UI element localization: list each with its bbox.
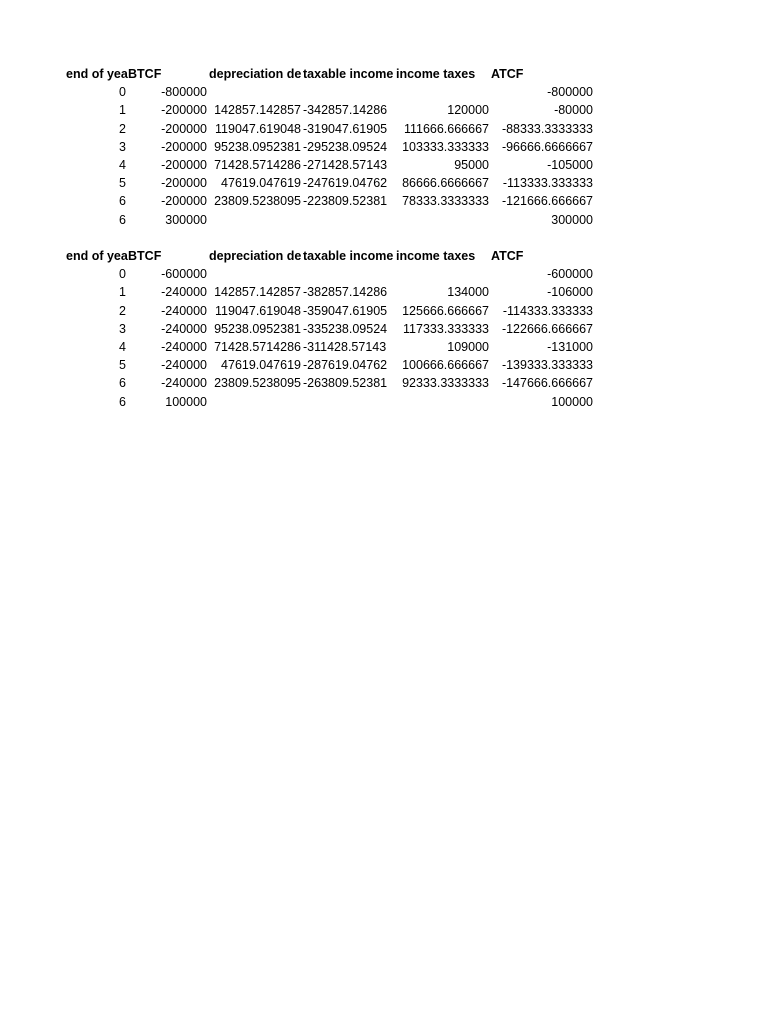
cell-depreciation: 71428.5714286: [214, 157, 301, 172]
table-row: [66, 138, 596, 156]
cell-taxable-income: -263809.52381: [303, 376, 388, 391]
cell-atcf: -122666.666667: [501, 321, 593, 336]
cell-btcf: -200000: [161, 157, 207, 172]
cell-atcf: -105000: [547, 157, 593, 172]
table-row: [66, 265, 596, 283]
cell-atcf: -147666.666667: [501, 376, 593, 391]
header-depreciation: depreciation de: [209, 249, 302, 263]
table-row: [66, 192, 596, 210]
header-income-taxes: income taxes: [396, 67, 476, 81]
cell-atcf: -88333.3333333: [501, 121, 593, 136]
cell-year: 1: [119, 103, 126, 118]
cell-depreciation: 95238.0952381: [214, 321, 301, 336]
cell-taxable-income: -295238.09524: [303, 139, 388, 154]
cell-year: 6: [119, 394, 126, 409]
cell-year: 5: [119, 358, 126, 373]
cell-taxable-income: -342857.14286: [303, 103, 388, 118]
cell-year: 6: [119, 212, 126, 227]
cell-income-taxes: 100666.666667: [402, 358, 489, 373]
cell-taxable-income: -247619.04762: [303, 176, 388, 191]
cell-income-taxes: 120000: [447, 103, 489, 118]
cell-atcf: -139333.333333: [501, 358, 593, 373]
cell-depreciation: 119047.619048: [215, 121, 301, 136]
cell-income-taxes: 109000: [447, 339, 489, 354]
header-atcf: ATCF: [491, 67, 524, 81]
cell-year: 0: [119, 85, 126, 100]
cell-income-taxes: 125666.666667: [402, 303, 489, 318]
table-row: [66, 356, 596, 374]
cell-btcf: -240000: [161, 321, 207, 336]
cell-year: 3: [119, 139, 126, 154]
cell-atcf: -113333.333333: [502, 176, 593, 191]
cell-atcf: -106000: [547, 285, 593, 300]
cell-income-taxes: 117333.333333: [403, 321, 489, 336]
cell-atcf: -800000: [547, 85, 593, 100]
cell-atcf: -114333.333333: [502, 303, 593, 318]
cell-year: 1: [119, 285, 126, 300]
table-row: [66, 101, 596, 119]
table-row: [66, 174, 596, 192]
cell-btcf: -240000: [161, 358, 207, 373]
table-row: [66, 156, 596, 174]
cell-year: 0: [119, 267, 126, 282]
cell-income-taxes: 103333.333333: [402, 139, 489, 154]
cell-taxable-income: -359047.61905: [303, 303, 388, 318]
table-row: [66, 393, 596, 411]
cell-taxable-income: -319047.61905: [303, 121, 388, 136]
cell-depreciation: 142857.142857: [214, 103, 301, 118]
cell-btcf: -200000: [161, 121, 207, 136]
header-taxable-income: taxable income: [303, 67, 394, 81]
cell-year: 6: [119, 376, 126, 391]
header-btcf: BTCF: [128, 249, 162, 263]
table-row: [66, 320, 596, 338]
cell-btcf: 300000: [165, 212, 207, 227]
cell-depreciation: 119047.619048: [215, 303, 301, 318]
cell-depreciation: 47619.047619: [221, 176, 301, 191]
table-row: [66, 83, 596, 101]
cell-depreciation: 47619.047619: [221, 358, 301, 373]
cell-income-taxes: 86666.6666667: [402, 176, 489, 191]
cell-taxable-income: -287619.04762: [303, 358, 388, 373]
cell-btcf: -800000: [161, 85, 207, 100]
cell-btcf: -200000: [161, 103, 207, 118]
cell-depreciation: 23809.5238095: [214, 194, 301, 209]
cell-income-taxes: 95000: [454, 157, 489, 172]
cell-atcf: -600000: [547, 267, 593, 282]
header-row: [66, 65, 596, 83]
cell-depreciation: 71428.5714286: [214, 339, 301, 354]
cell-btcf: -200000: [161, 176, 207, 191]
cash-flow-table-2: [66, 247, 596, 411]
cell-taxable-income: -311428.57143: [303, 339, 387, 354]
cell-atcf: -131000: [547, 339, 593, 354]
table-row: [66, 374, 596, 392]
table-row: [66, 211, 596, 229]
cell-btcf: 100000: [165, 394, 207, 409]
table-row: [66, 283, 596, 301]
cash-flow-table-1: [66, 65, 596, 229]
cell-year: 5: [119, 176, 126, 191]
cell-depreciation: 142857.142857: [214, 285, 301, 300]
cell-btcf: -600000: [161, 267, 207, 282]
cell-income-taxes: 92333.3333333: [402, 376, 489, 391]
cell-taxable-income: -335238.09524: [303, 321, 388, 336]
cell-income-taxes: 111666.666667: [403, 121, 489, 136]
header-btcf: BTCF: [128, 67, 162, 81]
cell-year: 4: [119, 157, 126, 172]
cell-taxable-income: -271428.57143: [303, 157, 388, 172]
cell-taxable-income: -223809.52381: [303, 194, 388, 209]
cell-atcf: 300000: [551, 212, 593, 227]
header-income-taxes: income taxes: [396, 249, 476, 263]
header-depreciation: depreciation de: [209, 67, 302, 81]
cell-year: 3: [119, 321, 126, 336]
header-taxable-income: taxable income: [303, 249, 394, 263]
cell-year: 4: [119, 339, 126, 354]
cell-depreciation: 95238.0952381: [214, 139, 301, 154]
table-row: [66, 302, 596, 320]
header-end-of-year: end of yea: [66, 67, 128, 81]
cell-year: 2: [119, 121, 126, 136]
cell-btcf: -240000: [161, 303, 207, 318]
cell-btcf: -240000: [161, 339, 207, 354]
cell-atcf: -96666.6666667: [501, 139, 593, 154]
table-row: [66, 338, 596, 356]
cell-atcf: 100000: [551, 394, 593, 409]
cell-depreciation: 23809.5238095: [214, 376, 301, 391]
cell-atcf: -121666.666667: [501, 194, 593, 209]
cell-year: 6: [119, 194, 126, 209]
cell-year: 2: [119, 303, 126, 318]
header-end-of-year: end of yea: [66, 249, 128, 263]
cell-btcf: -200000: [161, 139, 207, 154]
cell-btcf: -240000: [161, 376, 207, 391]
cell-btcf: -240000: [161, 285, 207, 300]
cell-atcf: -80000: [554, 103, 593, 118]
cell-btcf: -200000: [161, 194, 207, 209]
cell-income-taxes: 78333.3333333: [402, 194, 489, 209]
table-row: [66, 120, 596, 138]
cell-income-taxes: 134000: [447, 285, 489, 300]
cell-taxable-income: -382857.14286: [303, 285, 388, 300]
header-row: [66, 247, 596, 265]
header-atcf: ATCF: [491, 249, 524, 263]
